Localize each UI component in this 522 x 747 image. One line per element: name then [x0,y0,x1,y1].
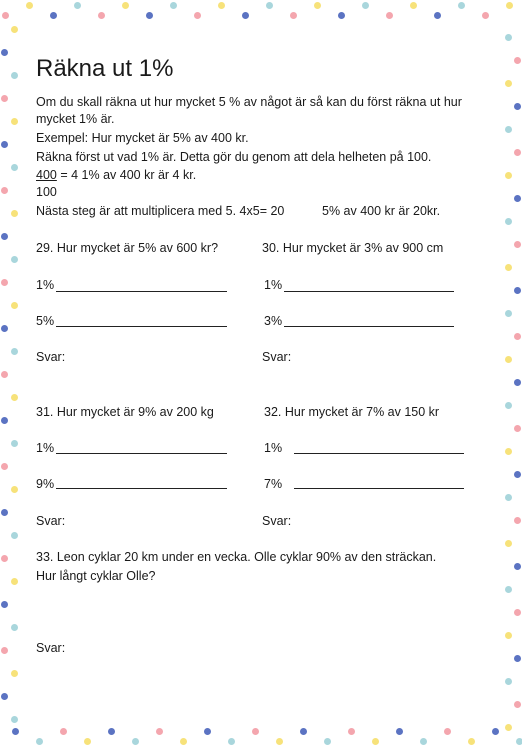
border-dot [11,716,18,723]
border-dot [11,440,18,447]
border-dot [505,632,512,639]
intro-result: 5% av 400 kr är 20kr. [322,204,441,218]
border-dot [434,12,441,19]
border-dot [26,2,33,9]
border-dot [505,310,512,317]
intro-step-2: Nästa steg är att multiplicera med 5. 4x5= 20 [36,204,285,218]
border-dot [396,728,403,735]
border-dot [1,233,8,240]
border-dot [362,2,369,9]
intro-step-1: Räkna först ut vad 1% är. Detta gör du genom att dela helheten på 100. [36,150,432,164]
border-dot [1,509,8,516]
border-dot [11,302,18,309]
border-dot [1,555,8,562]
border-dot [514,517,521,524]
border-dot [458,2,465,9]
fraction-numerator: 400 [36,168,57,182]
border-dot [1,95,8,102]
q29-answer-label: Svar: [36,350,66,364]
intro-line-1: Om du skall räkna ut hur mycket 5 % av något är så kan du först räkna ut hur [36,95,462,109]
border-dot [60,728,67,735]
border-dot [324,738,331,745]
q33-answer-label: Svar: [36,641,66,655]
question-33-line-1: 33. Leon cyklar 20 km under en vecka. Olle cyklar 90% av den sträckan. [36,550,437,564]
q31-row-2-line[interactable] [56,488,227,489]
border-dot [505,724,512,731]
q32-row-2-label: 7% [264,477,283,491]
border-dot [514,609,521,616]
border-dot [300,728,307,735]
border-dot [420,738,427,745]
page-title: Räkna ut 1% [36,55,174,82]
border-dot [514,701,521,708]
q30-row-2-line[interactable] [284,326,454,327]
border-dot [514,57,521,64]
intro-line-2: mycket 1% är. [36,112,115,126]
border-dot [505,678,512,685]
border-dot [514,563,521,570]
border-dot [2,12,9,19]
border-dot [492,728,499,735]
border-dot [11,578,18,585]
border-dot [108,728,115,735]
border-dot [11,72,18,79]
question-32: 32. Hur mycket är 7% av 150 kr [264,405,440,419]
border-dot [514,103,521,110]
q30-row-2-label: 3% [264,314,283,328]
border-dot [146,12,153,19]
border-dot [514,241,521,248]
border-dot [505,34,512,41]
border-dot [242,12,249,19]
border-dot [514,655,521,662]
q31-row-1-line[interactable] [56,453,227,454]
border-dot [1,463,8,470]
question-31: 31. Hur mycket är 9% av 200 kg [36,405,214,419]
border-dot [505,494,512,501]
border-dot [1,49,8,56]
border-dot [514,471,521,478]
border-dot [11,210,18,217]
border-dot [1,371,8,378]
question-33-line-2: Hur långt cyklar Olle? [36,569,156,583]
border-dot [50,12,57,19]
border-dot [11,624,18,631]
q31-row-1-label: 1% [36,441,55,455]
q31-row-2-label: 9% [36,477,55,491]
q32-answer-label: Svar: [262,514,292,528]
intro-example: Exempel: Hur mycket är 5% av 400 kr. [36,131,249,145]
border-dot [11,670,18,677]
border-dot [11,256,18,263]
q29-row-1-label: 1% [36,278,55,292]
q32-row-2-line[interactable] [294,488,464,489]
border-dot [482,12,489,19]
border-dot [228,738,235,745]
border-dot [505,218,512,225]
q29-row-2-line[interactable] [56,326,227,327]
border-dot [444,728,451,735]
border-dot [514,149,521,156]
q30-row-1-label: 1% [264,278,283,292]
border-dot [1,417,8,424]
border-dot [505,586,512,593]
border-dot [218,2,225,9]
border-dot [505,540,512,547]
border-dot [12,728,19,735]
fraction-result: = 4 1% av 400 kr är 4 kr. [56,168,197,182]
border-dot [132,738,139,745]
question-29: 29. Hur mycket är 5% av 600 kr? [36,241,219,255]
border-dot [468,738,475,745]
border-dot [514,287,521,294]
border-dot [11,348,18,355]
border-dot [516,738,522,745]
border-dot [36,738,43,745]
border-dot [514,195,521,202]
q31-answer-label: Svar: [36,514,66,528]
border-dot [514,333,521,340]
border-dot [122,2,129,9]
border-dot [11,26,18,33]
border-dot [11,118,18,125]
q29-row-1-line[interactable] [56,291,227,292]
border-dot [1,647,8,654]
border-dot [505,402,512,409]
border-dot [252,728,259,735]
border-dot [98,12,105,19]
question-30: 30. Hur mycket är 3% av 900 cm [262,241,444,255]
border-dot [11,164,18,171]
border-dot [84,738,91,745]
border-dot [290,12,297,19]
border-dot [514,425,521,432]
border-dot [506,2,513,9]
fraction-row [36,167,196,183]
border-dot [1,279,8,286]
border-dot [505,126,512,133]
border-dot [266,2,273,9]
border-dot [1,693,8,700]
border-dot [74,2,81,9]
border-dot [348,728,355,735]
border-dot [505,356,512,363]
q32-row-1-label: 1% [264,441,283,455]
border-dot [11,486,18,493]
border-dot [505,172,512,179]
border-dot [338,12,345,19]
border-dot [505,448,512,455]
border-dot [170,2,177,9]
border-dot [505,264,512,271]
border-dot [314,2,321,9]
q29-row-2-label: 5% [36,314,55,328]
fraction-denominator: 100 [36,185,57,199]
border-dot [204,728,211,735]
border-dot [1,325,8,332]
border-dot [1,141,8,148]
border-dot [11,532,18,539]
q30-answer-label: Svar: [262,350,292,364]
border-dot [1,601,8,608]
border-dot [194,12,201,19]
border-dot [372,738,379,745]
q30-row-1-line[interactable] [284,291,454,292]
border-dot [505,80,512,87]
border-dot [180,738,187,745]
border-dot [1,187,8,194]
border-dot [11,394,18,401]
border-dot [276,738,283,745]
border-dot [386,12,393,19]
border-dot [514,379,521,386]
q32-row-1-line[interactable] [294,453,464,454]
border-dot [156,728,163,735]
border-dot [410,2,417,9]
